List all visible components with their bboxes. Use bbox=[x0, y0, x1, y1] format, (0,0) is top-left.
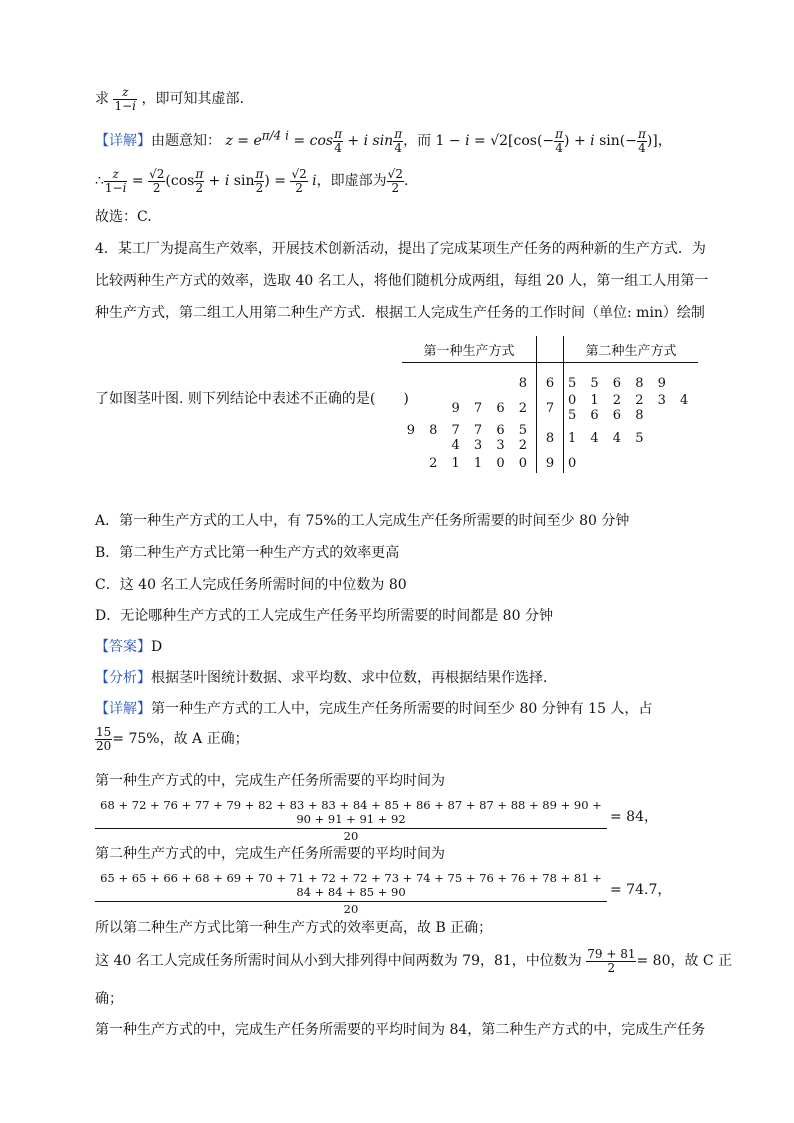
c-conclusion: 这 40 名工人完成任务所需时间从小到大排列得中间两数为 79，81，中位数为 $\frac{79 + 81}{2}$ = 80，故 C 正 bbox=[95, 947, 733, 975]
stem-leaf-row: 9 8 7 7 6 5 4 3 3 2 8 1 4 4 5 bbox=[406, 423, 649, 453]
d-conclusion: 第一种生产方式的中，完成生产任务所需要的平均时间为 84，第二种生产方式的中，完成生产任务 bbox=[95, 1022, 706, 1038]
q4-stem-line-1: 4．某工厂为提高生产效率，开展技术创新活动，提出了完成某项生产任务的两种新的生产方式．为 bbox=[95, 241, 706, 257]
detail-line-q4-1: 【详解】第一种生产方式的工人中，完成生产任务所需要的时间至少 80 分钟有 15 人，占 bbox=[95, 701, 653, 717]
stem-leaf-table bbox=[402, 336, 698, 473]
mean2-numerator: 65 + 65 + 66 + 68 + 69 + 70 + 71 + 72 + 72 + 73 + 74 + 75 + 76 + 76 + 78 + 81 + 84 + 84 + 85 + 90 bbox=[95, 871, 607, 902]
fraction-z-over-1-minus-i: $\frac{z}{1-i}$ bbox=[114, 85, 136, 113]
answer-line bbox=[95, 636, 162, 656]
mean1-result: = 84， bbox=[610, 809, 658, 825]
option-d: D．无论哪种生产方式的工人完成生产任务平均所需要的时间都是 80 分钟 bbox=[95, 608, 553, 624]
q4-stem-line-3: 种生产方式，第二组工人用第二种生产方式．根据工人完成生产任务的工作时间（单位: min）绘制 bbox=[95, 305, 705, 321]
mean1-intro: 第一种生产方式的中，完成生产任务所需要的平均时间为 bbox=[95, 773, 445, 789]
mean1-fraction bbox=[95, 798, 607, 843]
median-fraction: $\frac{79 + 81}{2}$ bbox=[587, 947, 636, 975]
option-c: C．这 40 名工人完成任务所需时间的中位数为 80 bbox=[95, 577, 407, 593]
stem-leaf-row: 9 7 6 2 7 0 1 2 2 3 4 5 6 6 8 bbox=[451, 393, 694, 423]
fraction-15-20: $\frac{15}{20}$ bbox=[96, 725, 112, 753]
detail-line-q4-2: $\frac{15}{20}$ = 75%，故 A 正确； bbox=[96, 725, 249, 753]
intro-line: 求 $\frac{z}{1-i}$ ，即可知其虚部. bbox=[95, 85, 244, 113]
stem-leaf-row: 8 6 5 5 6 8 9 bbox=[402, 363, 698, 394]
detail-tag-q4: 【详解】 bbox=[95, 701, 151, 717]
answer-tag: 【答案】 bbox=[95, 639, 151, 655]
formula-z: $z = e^{\pi/4 i} = \cos$ bbox=[225, 128, 334, 150]
header-left: 第一种生产方式 bbox=[402, 336, 537, 363]
mean2-fraction bbox=[95, 871, 607, 916]
option-a: A．第一种生产方式的工人中，有 75%的工人完成生产任务所需要的时间至少 80 分钟 bbox=[95, 513, 630, 529]
b-conclusion: 所以第二种生产方式比第一种生产方式的效率更高，故 B 正确； bbox=[95, 920, 493, 936]
mean1-denominator: 20 bbox=[343, 829, 359, 843]
q4-stem-line-4: 了如图茎叶图. 则下列结论中表述不正确的是( ) bbox=[95, 391, 409, 407]
mean2-intro: 第二种生产方式的中，完成生产任务所需要的平均时间为 bbox=[95, 846, 445, 862]
mean2-denominator: 20 bbox=[343, 902, 359, 916]
detail-tag: 【详解】 bbox=[95, 133, 151, 150]
c-conclusion-cont: 确； bbox=[95, 991, 123, 1007]
detail-line-2: ∴ $\frac{z}{1-i}$ = $\frac{√2}{2}$ (cos $\frac{\pi}{2}$ + i sin $\frac{\pi}{2}$ ) = $\frac{√2}{2}$ i，即虚部为 $\frac{√2}{2}$ . bbox=[95, 167, 409, 195]
answer-value: D bbox=[151, 639, 163, 655]
option-b: B．第二种生产方式比第一种生产方式的效率更高 bbox=[95, 545, 400, 561]
analysis-tag: 【分析】 bbox=[95, 670, 151, 686]
header-right: 第二种生产方式 bbox=[564, 336, 699, 363]
q4-stem-line-2: 比较两种生产方式的效率，选取 40 名工人，将他们随机分成两组，每组 20 人，第一组工人用第一 bbox=[95, 273, 709, 289]
analysis-line: 【分析】根据茎叶图统计数据、求平均数、求中位数，再根据结果作选择． bbox=[95, 670, 557, 686]
mean2-result: = 74.7， bbox=[610, 882, 672, 898]
answer-choice-line: 故选：C. bbox=[95, 209, 152, 225]
detail-line-1: 【详解】由题意知： $z = e^{\pi/4 i} = \cos$ $\frac{\pi}{4}$ + i sin $\frac{\pi}{4}$ ，而 1 − i = √2[cos(− $\frac{\pi}{4}$ ) + i sin(− $\frac{\pi}{4}$ )]， bbox=[95, 127, 672, 155]
stem-leaf-header bbox=[402, 336, 698, 363]
stem-leaf-row: 2 1 1 0 0 9 0 bbox=[402, 453, 698, 473]
formula-1-minus-i: 1 − i = √2[cos(− bbox=[435, 133, 555, 150]
mean1-numerator: 68 + 72 + 76 + 77 + 79 + 82 + 83 + 83 + 84 + 85 + 86 + 87 + 87 + 88 + 89 + 90 + 90 + 91 + 91 + 92 bbox=[95, 798, 607, 829]
